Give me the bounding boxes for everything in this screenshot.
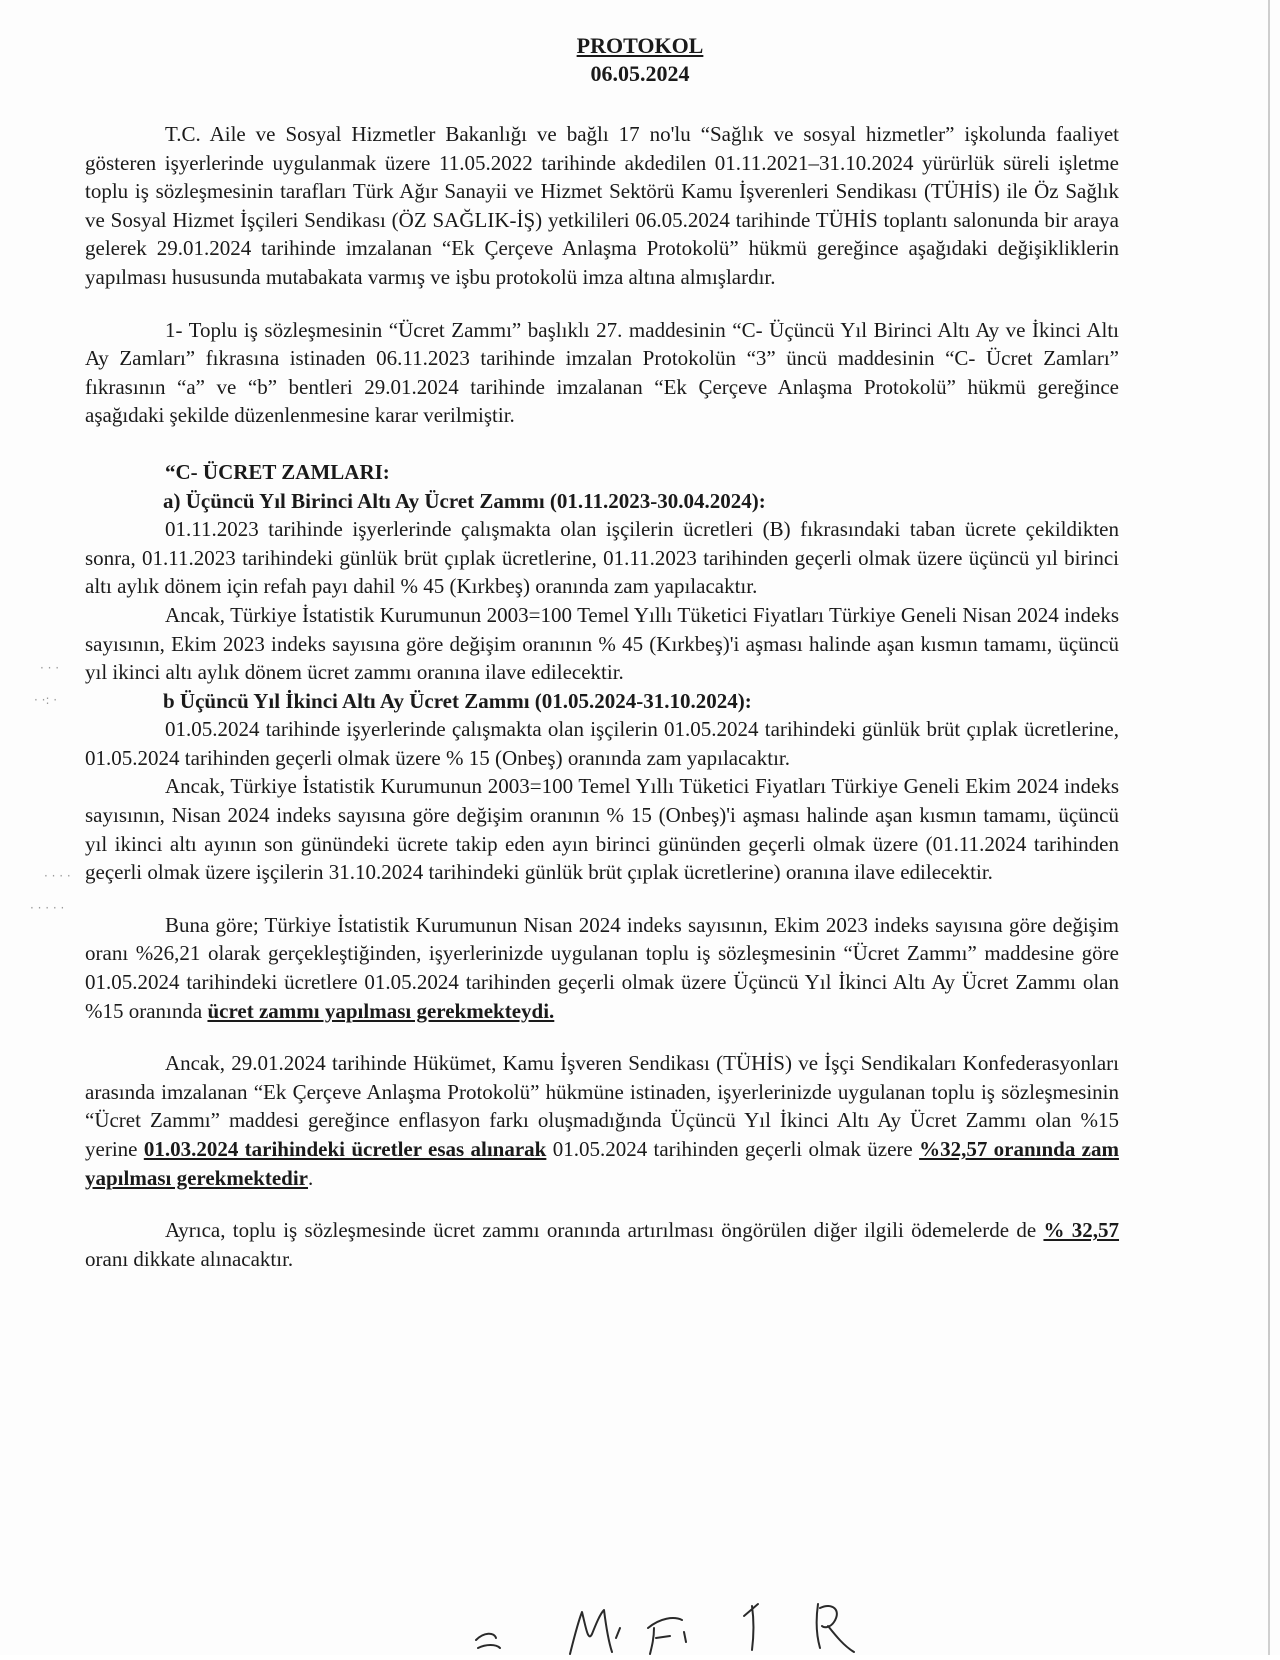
buna-gore-paragraph: [85, 911, 1119, 1025]
ayrica-text-1: Ayrıca, toplu iş sözleşmesinde ücret zammı oranında artırılması öngörülen diğer ilgili ödemelerde de: [165, 1218, 1044, 1243]
ancak-paragraph: [85, 1049, 1119, 1192]
ayrica-paragraph: [85, 1216, 1119, 1273]
document-date: 06.05.2024: [590, 61, 690, 86]
scan-speck: · · · ·: [44, 869, 71, 883]
section-b-heading: b Üçüncü Yıl İkinci Altı Ay Ücret Zammı (01.05.2024-31.10.2024):: [163, 688, 752, 713]
section-b-paragraph-2: Ancak, Türkiye İstatistik Kurumunun 2003=100 Temel Yıllı Tüketici Fiyatları Türkiye Geneli Ekim 2024 indeks sayısının, Nisan 2024 indeks sayısına göre değişim oranının % 15 (Onbeş)'i aşması halinde aşan kısmın tamamı, üçüncü yıl ikinci altı ayının son günündeki ücrete takip eden ayın birinci gününden geçerli olmak üzere (01.11.2024 tarihinden geçerli olmak üzere işçilerin 31.10.2024 tarihindeki günlük brüt çıplak ücretlerine) oranına ilave edilecektir.: [85, 774, 1119, 885]
document-body: [85, 120, 1119, 1273]
section-b-paragraph-1: 01.05.2024 tarihinde işyerlerinde çalışmakta olan işçilerin 01.05.2024 tarihindeki günlük brüt çıplak ücretlerine, 01.05.2024 tarihinden geçerli olmak üzere % 15 (Onbeş) oranında zam yapılacaktır.: [85, 717, 1119, 770]
ayrica-emphasis: % 32,57: [1043, 1218, 1120, 1243]
section-a-paragraph-2: Ancak, Türkiye İstatistik Kurumunun 2003=100 Temel Yıllı Tüketici Fiyatları Türkiye Geneli Nisan 2024 indeks sayısının, Ekim 2023 indeks sayısına göre değişim oranının % 45 (Kırkbeş)'i aşması halinde aşan kısmın tamamı, üçüncü yıl ikinci altı aylık dönem ücret zammı oranına ilave edilecektir.: [85, 602, 1119, 685]
section-a-heading: a) Üçüncü Yıl Birinci Altı Ay Ücret Zammı (01.11.2023-30.04.2024):: [163, 488, 766, 513]
ayrica-text-2: oranı dikkate alınacaktır.: [85, 1246, 294, 1271]
ancak-text-1: Ancak, 29.01.2024 tarihinde Hükümet, Kamu İşveren Sendikası (TÜHİS) ve İşçi Sendikaları Konfederasyonları arasında imzalanan “Ek Çerçeve Anlaşma Protokolü” hükmüne istinaden, işyerlerinizde uygulanan toplu iş sözleşmesinin “Ücret Zammı” maddesi gereğince enflasyon farkı oluşmadığında Üçüncü Yıl İkinci Altı Ay Ücret Zammı olan %15 yerine: [85, 1051, 1119, 1161]
ancak-emphasis-2: %32,57 oranında zam yapılması gerekmektedir: [85, 1137, 1119, 1190]
item-1-paragraph: 1- Toplu iş sözleşmesinin “Ücret Zammı” başlıklı 27. maddesinin “C- Üçüncü Yıl Birinci Altı Ay ve İkinci Altı Ay Zamları” fıkrasına istinaden 06.11.2023 tarihinde imzalan Protokolün “3” üncü maddesinin “C- Ücret Zamları” fıkrasının “a” ve “b” bentleri 29.01.2024 tarihinde imzalanan “Ek Çerçeve Anlaşma Protokolü” hükmü gereğince aşağıdaki şekilde düzenlenmesine karar verilmiştir.: [85, 317, 1119, 428]
page-edge: [1268, 0, 1270, 1655]
section-a-paragraph-1: 01.11.2023 tarihinde işyerlerinde çalışmakta olan işçilerin ücretleri (B) fıkrasındaki taban ücrete çekildikten sonra, 01.11.2023 tarihindeki günlük brüt çıplak ücretlerine, 01.11.2023 tarihinden geçerli olmak üzere üçüncü yıl birinci altı aylık dönem için refah payı dahil % 45 (Kırkbeş) oranında zam yapılacaktır.: [85, 517, 1119, 599]
document-title: PROTOKOL: [576, 33, 704, 58]
scan-speck: · ·: ·: [34, 693, 58, 707]
ancak-text-2: 01.05.2024 tarihinden geçerli olmak üzere: [546, 1137, 920, 1161]
ancak-emphasis-1: 01.03.2024 tarihindeki ücretler esas alınarak: [143, 1137, 547, 1161]
buna-gore-text: Buna göre; Türkiye İstatistik Kurumunun Nisan 2024 indeks sayısının, Ekim 2023 indeks sayısına göre değişim oranı %26,21 olarak gerçekleştiğinden, işyerlerinizde uygulanan toplu iş sözleşmesinin “Ücret Zammı” maddesine göre 01.05.2024 tarihindeki ücretlere 01.05.2024 tarihinden geçerli olmak üzere Üçüncü Yıl İkinci Altı Ay Ücret Zammı olan %15 oranında: [85, 912, 1119, 1023]
signature-strokes: [470, 1598, 900, 1655]
buna-gore-emphasis: ücret zammı yapılması gerekmekteydi.: [207, 998, 555, 1023]
scan-speck: · · ·: [40, 661, 60, 675]
signatures: [470, 1598, 900, 1655]
ancak-text-3: .: [308, 1165, 314, 1190]
section-c-heading: “C- ÜCRET ZAMLARI:: [165, 459, 390, 484]
scan-speck: · · · · ·: [30, 901, 65, 915]
intro-paragraph: T.C. Aile ve Sosyal Hizmetler Bakanlığı ve bağlı 17 no'lu “Sağlık ve sosyal hizmetler” işkolunda faaliyet gösteren işyerlerinde uygulanmak üzere 11.05.2022 tarihinde akdedilen 01.11.2021–31.10.2024 yürürlük süreli işletme toplu iş sözleşmesinin tarafları Türk Ağır Sanayii ve Hizmet Sektörü Kamu İşverenleri Sendikası (TÜHİS) ile Öz Sağlık ve Sosyal Hizmet İşçileri Sendikası (ÖZ SAĞLIK-İŞ) yetkilileri 06.05.2024 tarihinde TÜHİS toplantı salonunda bir araya gelerek 29.01.2024 tarihinde imzalanan “Ek Çerçeve Anlaşma Protokolü” hükmü gereğince aşağıdaki değişikliklerin yapılması hususunda mutabakata varmış ve işbu protokolü imza altına almışlardır.: [85, 122, 1119, 289]
